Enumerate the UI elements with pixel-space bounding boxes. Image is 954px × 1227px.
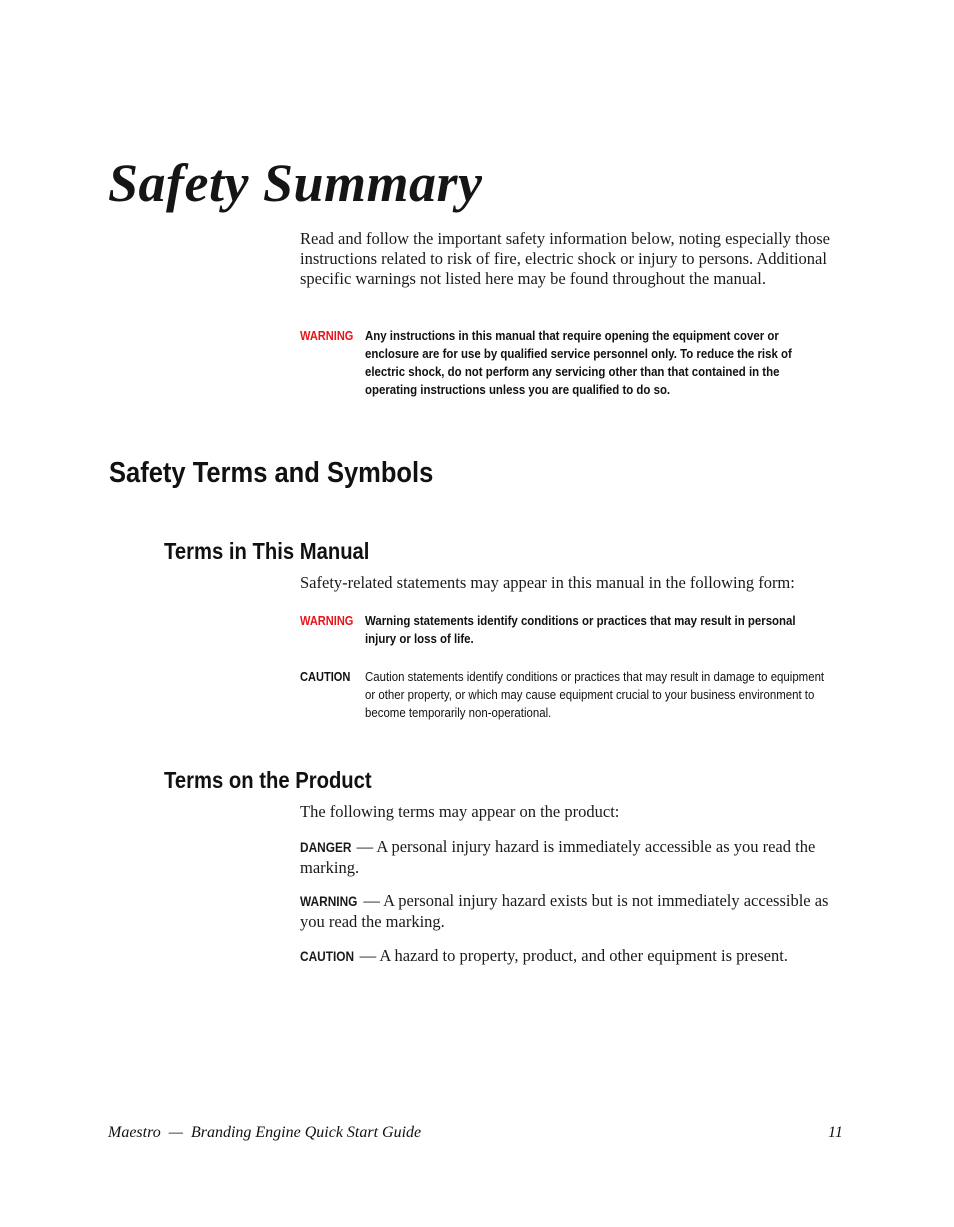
caution-text: Caution statements identify conditions or practices that may result in damage to equipment or other property, or which may cause equipment crucial to your business environment to become temporarily non-operational. (365, 669, 825, 720)
intro-paragraph: Read and follow the important safety information below, noting especially those instructions related to risk of fire, electric shock or injury to persons. Additional specific warnings not listed here may be found throughout the manual. (300, 229, 831, 288)
terms-product-heading: Terms on the Product (164, 767, 372, 793)
caution-label: CAUTION (300, 669, 351, 684)
top-warning-notice (300, 327, 830, 399)
page-number: 11 (828, 1124, 843, 1141)
danger-term (300, 837, 848, 878)
footer-title: Maestro — Branding Engine Quick Start Guide (108, 1124, 422, 1141)
danger-text: — A personal injury hazard is immediately accessible as you read the marking. (300, 837, 816, 877)
caution-label: CAUTION (300, 949, 355, 964)
warning-text: Warning statements identify conditions or practices that may result in personal injury or loss of life. (365, 613, 796, 646)
warning-label: WARNING (300, 613, 354, 628)
section-heading: Safety Terms and Symbols (109, 457, 434, 489)
manual-caution-notice (300, 668, 830, 722)
warning-term-text: — A personal injury hazard exists but is not immediately accessible as you read the marking. (300, 891, 829, 931)
terms-manual-heading: Terms in This Manual (164, 538, 370, 564)
warning-label: WARNING (300, 328, 354, 343)
terms-manual-intro: Safety-related statements may appear in this manual in the following form: (300, 573, 795, 592)
terms-product-intro: The following terms may appear on the product: (300, 802, 620, 821)
danger-label: DANGER (300, 840, 352, 855)
warning-label: WARNING (300, 894, 358, 909)
warning-text: Any instructions in this manual that require opening the equipment cover or enclosure are for use by qualified service personnel only. To reduce the risk of electric shock, do not perform any servicing other than that contained in the operating instructions unless you are qualified to do so. (365, 328, 792, 397)
warning-term (300, 891, 848, 932)
manual-warning-notice (300, 612, 830, 648)
page-title: Safety Summary (108, 153, 483, 213)
caution-term (300, 946, 860, 967)
caution-term-text: — A hazard to property, product, and other equipment is present. (355, 946, 788, 965)
